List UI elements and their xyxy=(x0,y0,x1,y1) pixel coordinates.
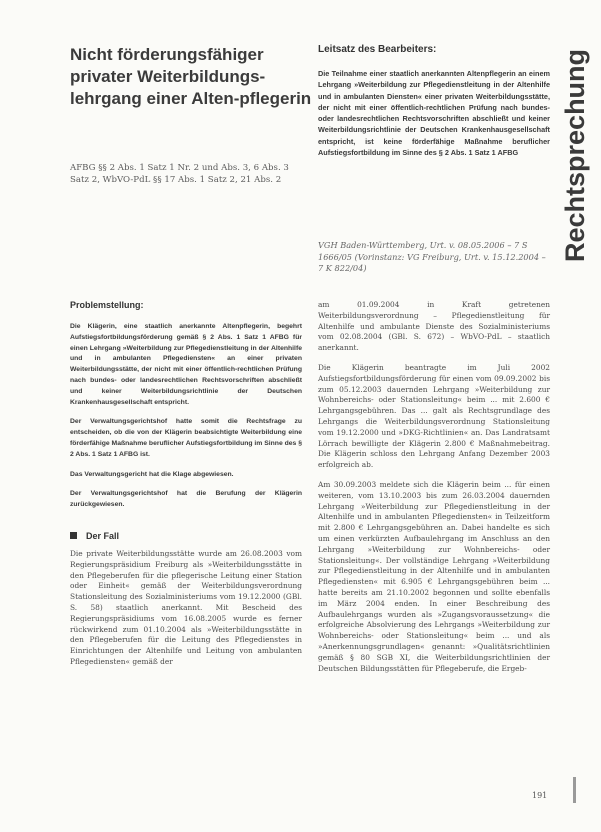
fall-heading xyxy=(70,531,302,541)
problem-paragraph: Die Klägerin, eine staatlich anerkannte Altenpflegerin, begehrt Aufstiegsfortbildungsförderung gemäß § 2 Abs. 1 Satz 1 AFBG für einen Lehrgang »Weiterbildung zur Pflegedienstleitung in der Altenhilfe und in ambulanten Pflegediensten« an einer privaten Weiterbildungsstätte, der nicht mit einer öffentlich-rechtlichen Prüfung nach bundes- oder landesrechtlichen Rechtsvorschriften abschließt und keiner Weiterbildungsrichtlinie der Deutschen Krankenhausgesellschaft entspricht. xyxy=(70,323,302,406)
problem-heading: Problemstellung: xyxy=(70,300,144,310)
fall-heading-text: Der Fall xyxy=(86,530,120,541)
right-column xyxy=(318,300,550,683)
left-column xyxy=(70,300,302,677)
fall-paragraph: Die private Weiterbildungsstätte wurde am 26.08.2003 vom Regierungspräsidium Freiburg als »Weiterbildungsstätte in den Pflegeberufen für die pflegerische Leitung einer Station oder Einheit« gemäß der Weiterbildungsverordnung Stationsleitung des Sozialministeriums vom 19.12.2000 (GBl. S. 58) staatlich anerkannt. Mit Bescheid des Regierungspräsidiums vom 16.08.2005 wurde es ferner rückwirkend zum 01.10.2004 als »Weiterbildungsstätte in den Pflegeberufen für die Leitung des Pflegedienstes in Einrichtungen der Altenhilfe und Leitung von ambulanten Pflegediensten« gemäß der xyxy=(70,548,302,666)
body-paragraph: Am 30.09.2003 meldete sich die Klägerin beim ... für einen weiteren, vom 13.10.2003 bis zum 26.03.2004 dauernden Lehrgang »Weiterbildung zur Pflegedienstleitung in der Altenhilfe und in ambulanten Pflegediensten« in Teilzeitform mit 2.800 € Lehrgangsgebühren an. Dabei handelte es sich um einen verkürzten Aufbaulehrgang im Anschluss an den Lehrgang »Weiterbildung zur Wohnbereichs- oder Stationsleitung«. Der vollständige Lehrgang »Weiterbildung zur Pflegedienstleitung in der Altenhilfe und in ambulanten Pflegediensten« mit 6.905 € Lehrgangsgebühren beim ... hatte bereits am 21.10.2002 begonnen und sollte ebenfalls im März 2004 enden. In einer Beschreibung des Aufbaulehrgangs wurden als »Zugangsvoraussetzung« die erfolgreiche Absolvierung des Lehrgangs »Weiterbildung zur Wohnbereichs- oder Stationsleitung« beim ... und als »Anerkennungsgrundlagen« genannt: »Qualitätsrichtlinien gemäß § 80 SGB XI, die Weiterbildungsrichtlinien der Deutschen Bildungsstätten für Pflegeberufe, die Ergeb- xyxy=(318,479,550,673)
problem-paragraph: Das Verwaltungsgericht hat die Klage abgewiesen. xyxy=(70,470,234,478)
leitsatz-text: Die Teilnahme einer staatlich anerkannten Altenpflegerin an einem Lehrgang »Weiterbildung zur Pflegedienstleitung in der Altenhilfe und in ambulanten Diensten« einer privaten Weiterbildungsstätte, der nicht mit einer öffentlich-rechtlichen Prüfung nach bundes- oder landesrechtlichen Rechtsvorschriften abschließt und keiner Weiterbildungsrichtlinie der Deutschen Krankenhausgesellschaft entspricht, ist keine förderfähige Maßnahme beruflicher Aufstiegsfortbildung im Sinne des § 2 Abs. 1 Satz 1 AFBG xyxy=(318,69,550,158)
problem-paragraph: Der Verwaltungsgerichtshof hatte somit die Rechtsfrage zu entscheiden, ob die von der Klägerin beabsichtigte Weiterbildung eine förderfähige Maßnahme beruflicher Aufstiegsfortbildung im Sinne des § 2 Abs. 1 Satz 1 AFBG ist. xyxy=(70,418,303,458)
problem-paragraph: Der Verwaltungsgerichtshof hat die Berufung der Klägerin zurückgewiesen. xyxy=(70,490,302,509)
article-title: Nicht förderungsfähiger privater Weiterbildungs-lehrgang einer Alten-pflegerin xyxy=(70,45,312,108)
legal-citation: AFBG §§ 2 Abs. 1 Satz 1 Nr. 2 und Abs. 3, 6 Abs. 3 Satz 2, WbVO-PdL §§ 17 Abs. 1 Satz 2, 21 Abs. 2 xyxy=(70,163,289,185)
leitsatz-heading: Leitsatz des Bearbeiters: xyxy=(318,44,437,55)
side-label-text: Rechtsprechung xyxy=(560,48,590,262)
square-bullet-icon xyxy=(70,532,77,539)
court-reference: VGH Baden-Württemberg, Urt. v. 08.05.2006 – 7 S 1666/05 (Vorinstanz: VG Freiburg, Urt. v. 15.12.2004 – 7 K 822/04) xyxy=(318,240,546,273)
body-paragraph: Die Klägerin beantragte im Juli 2002 Aufstiegsfortbildungsförderung für einen vom 09.09.2002 bis zum 05.12.2003 dauernden Lehrgang »Weiterbildung zur Wohnbereichs- oder Stationsleitung« beim ... mit 2.600 € Lehrgangsgebühren. Das ... galt als Rechtsgrundlage des Lehrgangs die Weiterbildungsverordnung Stationsleitung vom 19.12.2000 und »DKG-Richtlinien« an. Das Landratsamt Lörrach bewilligte der Klägerin 2.800 € Maßnahmebeitrag. Die Klägerin schloss den Lehrgang Anfang Dezember 2003 erfolgreich ab. xyxy=(318,362,550,470)
section-side-label xyxy=(548,38,598,268)
body-paragraph: am 01.09.2004 in Kraft getretenen Weiterbildungsverordnung – Pflegedienstleitung für Altenhilfe und ambulante Dienste des Sozialministeriums vom 02.08.2004 (GBl. S. 672) – WbVO-PdL – staatlich anerkannt. xyxy=(318,300,550,353)
issue-mark xyxy=(568,775,582,805)
page-number: 191 xyxy=(532,791,548,800)
